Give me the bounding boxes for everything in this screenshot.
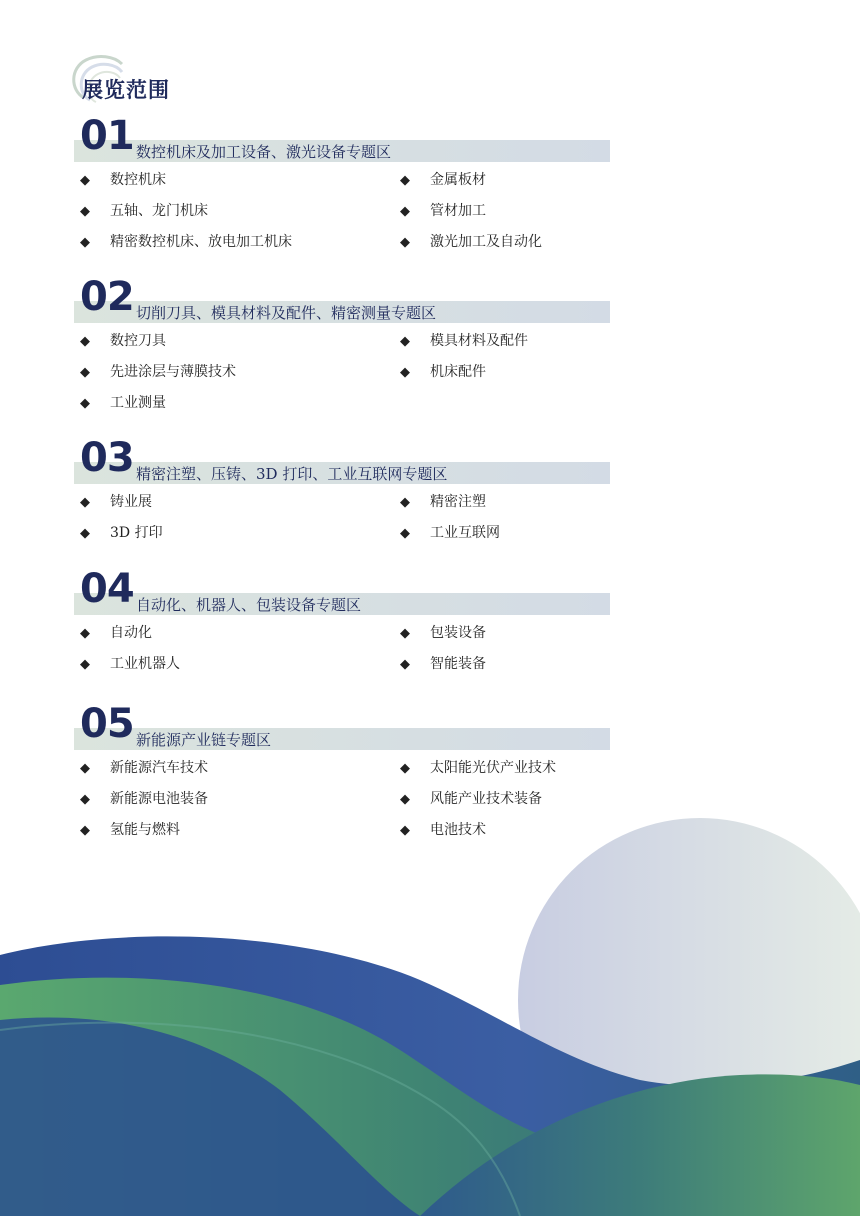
list-item: [400, 492, 486, 513]
list-item-label: 激光加工及自动化: [430, 234, 542, 250]
list-item-label: 工业互联网: [430, 525, 500, 541]
list-item-label: 精密数控机床、放电加工机床: [110, 234, 292, 250]
list-item-label: 新能源电池装备: [110, 791, 208, 807]
list-item: [400, 654, 486, 675]
diamond-bullet-icon: ◆: [80, 235, 90, 250]
list-item-label: 氢能与燃料: [110, 822, 180, 838]
list-item-label: 工业测量: [110, 395, 166, 411]
list-item: [80, 492, 152, 513]
diamond-bullet-icon: ◆: [80, 626, 90, 641]
list-item: [80, 820, 180, 841]
section-number: 05: [80, 701, 134, 747]
diamond-bullet-icon: ◆: [400, 526, 410, 541]
section-number: 04: [80, 566, 134, 612]
list-item: [400, 789, 542, 810]
list-item: [400, 758, 556, 779]
list-item: [80, 331, 166, 352]
list-item-label: 金属板材: [430, 172, 486, 188]
list-item: [400, 331, 528, 352]
diamond-bullet-icon: ◆: [400, 792, 410, 807]
list-item-label: 数控机床: [110, 172, 166, 188]
diamond-bullet-icon: ◆: [80, 495, 90, 510]
diamond-bullet-icon: ◆: [400, 235, 410, 250]
list-item-label: 五轴、龙门机床: [110, 203, 208, 219]
list-item: [400, 523, 500, 544]
section-number: 03: [80, 435, 134, 481]
diamond-bullet-icon: ◆: [80, 365, 90, 380]
list-item-label: 自动化: [110, 625, 152, 641]
list-item: [400, 820, 486, 841]
section-title: 精密注塑、压铸、3D 打印、工业互联网专题区: [136, 465, 448, 483]
list-item: [80, 654, 180, 675]
page-title: 展览范围: [82, 78, 170, 102]
list-item-label: 工业机器人: [110, 656, 180, 672]
list-item: [400, 623, 486, 644]
diamond-bullet-icon: ◆: [400, 204, 410, 219]
section-title: 新能源产业链专题区: [136, 731, 272, 749]
list-item-label: 新能源汽车技术: [110, 760, 208, 776]
list-item-label: 精密注塑: [430, 494, 486, 510]
diamond-bullet-icon: ◆: [80, 657, 90, 672]
list-item: [400, 362, 486, 383]
diamond-bullet-icon: ◆: [400, 657, 410, 672]
list-item: [80, 201, 208, 222]
diamond-bullet-icon: ◆: [80, 334, 90, 349]
diamond-bullet-icon: ◆: [400, 761, 410, 776]
list-item: [80, 170, 166, 191]
list-item-label: 智能装备: [430, 656, 486, 672]
list-item: [80, 232, 292, 253]
list-item: [400, 232, 542, 253]
list-item-label: 模具材料及配件: [430, 333, 528, 349]
diamond-bullet-icon: ◆: [400, 626, 410, 641]
diamond-bullet-icon: ◆: [80, 792, 90, 807]
diamond-bullet-icon: ◆: [400, 495, 410, 510]
list-item: [80, 362, 236, 383]
list-item: [80, 623, 152, 644]
list-item: [80, 523, 163, 544]
diamond-bullet-icon: ◆: [400, 823, 410, 838]
list-item-label: 电池技术: [430, 822, 486, 838]
diamond-bullet-icon: ◆: [80, 396, 90, 411]
list-item: [80, 789, 208, 810]
diamond-bullet-icon: ◆: [80, 526, 90, 541]
list-item-label: 太阳能光伏产业技术: [430, 760, 556, 776]
list-item-label: 包装设备: [430, 625, 486, 641]
list-item-label: 铸业展: [110, 494, 152, 510]
section-number: 01: [80, 113, 134, 159]
diamond-bullet-icon: ◆: [400, 173, 410, 188]
list-item: [400, 201, 486, 222]
list-item-label: 机床配件: [430, 364, 486, 380]
diamond-bullet-icon: ◆: [400, 334, 410, 349]
list-item-label: 3D 打印: [110, 525, 163, 541]
list-item-label: 风能产业技术装备: [430, 791, 542, 807]
list-item-label: 数控刀具: [110, 333, 166, 349]
list-item: [400, 170, 486, 191]
diamond-bullet-icon: ◆: [400, 365, 410, 380]
list-item: [80, 758, 208, 779]
list-item-label: 先进涂层与薄膜技术: [110, 364, 236, 380]
diamond-bullet-icon: ◆: [80, 761, 90, 776]
section-title: 数控机床及加工设备、激光设备专题区: [136, 143, 392, 161]
diamond-bullet-icon: ◆: [80, 823, 90, 838]
list-item-label: 管材加工: [430, 203, 486, 219]
section-title: 自动化、机器人、包装设备专题区: [136, 596, 362, 614]
section-title: 切削刀具、模具材料及配件、精密测量专题区: [136, 304, 437, 322]
list-item: [80, 393, 166, 414]
diamond-bullet-icon: ◆: [80, 173, 90, 188]
section-number: 02: [80, 274, 134, 320]
diamond-bullet-icon: ◆: [80, 204, 90, 219]
